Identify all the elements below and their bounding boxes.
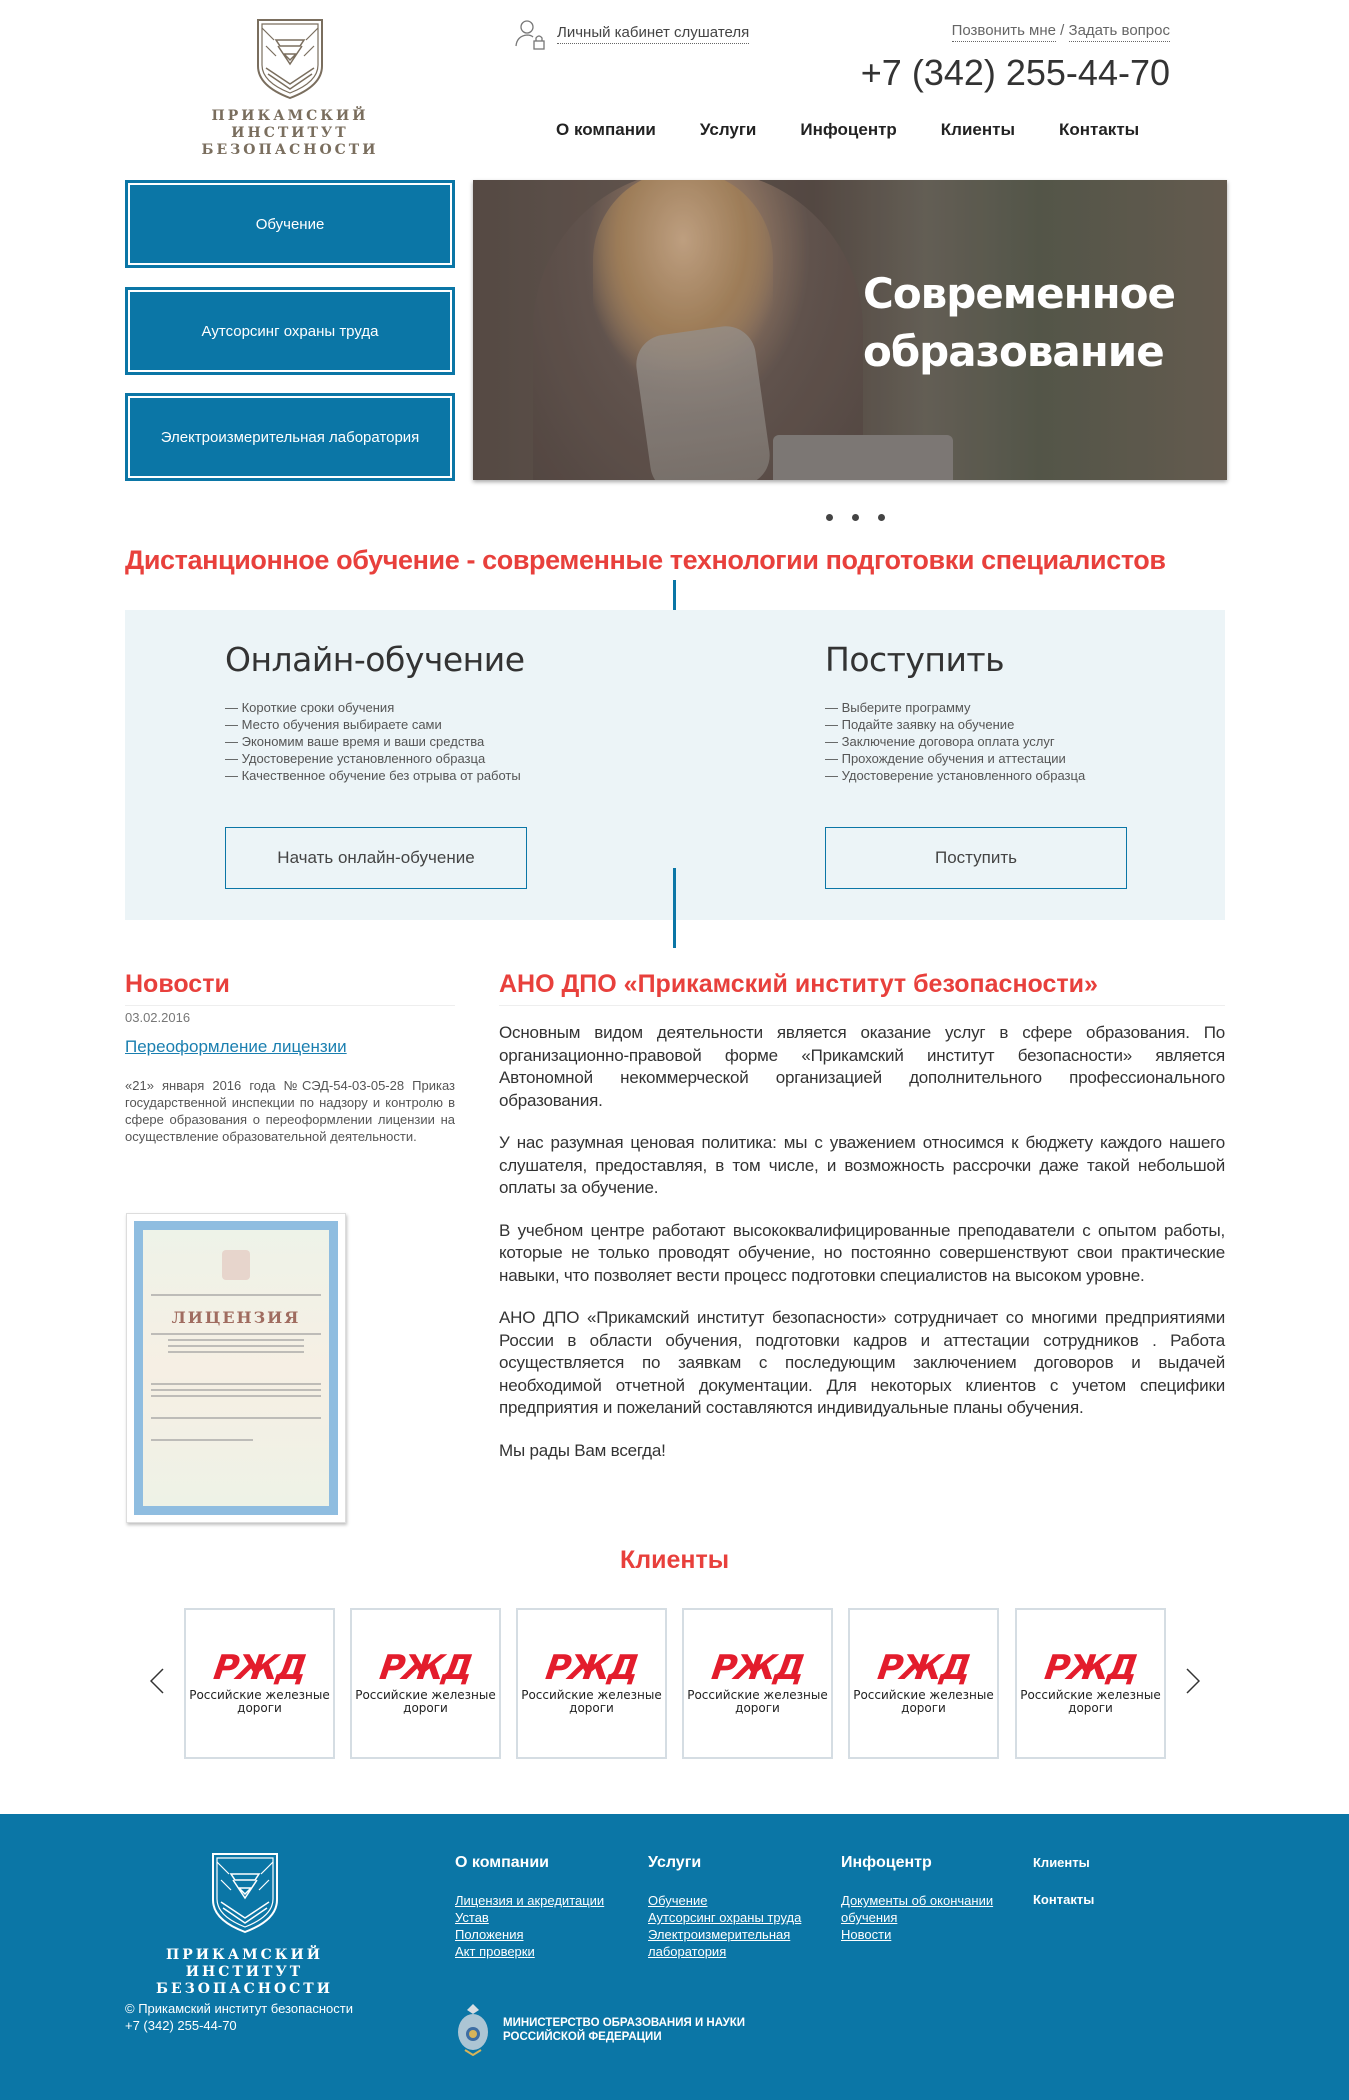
about-section <box>499 970 1225 1462</box>
client-name: Российские железные дороги <box>521 1687 662 1715</box>
list-item: — Выберите программу <box>825 700 971 715</box>
side-button-label: Аутсорсинг охраны труда <box>128 290 452 372</box>
news-item-link[interactable]: Переоформление лицензии <box>125 1037 347 1056</box>
list-item: — Подайте заявку на обучение <box>825 717 1015 732</box>
text-line <box>151 1333 321 1335</box>
footer-link-outsourcing[interactable]: Аутсорсинг охраны труда <box>648 1910 802 1925</box>
about-title: АНО ДПО «Прикамский институт безопасности» <box>499 970 1098 998</box>
distance-learning-title: Дистанционное обучение - современные технологии подготовки специалистов <box>125 545 1166 575</box>
license-title: ЛИЦЕНЗИЯ <box>171 1308 301 1327</box>
client-logo[interactable] <box>350 1608 501 1759</box>
site-logo[interactable] <box>165 18 415 159</box>
license-image[interactable] <box>126 1213 346 1523</box>
footer-column-title[interactable]: Услуги <box>648 1854 702 1871</box>
list-item: — Заключение договора оплата услуг <box>825 734 1055 749</box>
slider-dot-3[interactable] <box>878 514 885 521</box>
enroll-button[interactable]: Поступить <box>825 827 1127 889</box>
footer-link-lab[interactable]: Электроизмерительная лаборатория <box>648 1927 791 1959</box>
ministry-emblem-icon <box>455 2004 491 2056</box>
start-online-button[interactable]: Начать онлайн-обучение <box>225 827 527 889</box>
chevron-left-icon <box>150 1668 164 1694</box>
header-phone[interactable]: +7 (342) 255-44-70 <box>860 52 1170 93</box>
ministry-line-2: РОССИЙСКОЙ ФЕДЕРАЦИИ <box>503 2031 662 2043</box>
about-paragraph: АНО ДПО «Прикамский институт безопасности» сотрудничает со многими предприятиями России в области обучения, подготовки кадров и аттестации сотрудников . Работа осуществляется по заявкам с последующим заключением договоров и выдачей необходимой отчетной документации. Для некоторых клиентов с учетом специфики предприятия и пожеланий составляются индивидуальные планы обучения. <box>499 1308 1225 1417</box>
text-line <box>168 1345 304 1347</box>
footer-link-inspection[interactable]: Акт проверки <box>455 1944 535 1959</box>
list-item: — Экономим ваше время и ваши средства <box>225 734 485 749</box>
online-learning-column <box>225 640 625 784</box>
nav-services[interactable]: Услуги <box>699 120 757 139</box>
footer-logo-line-2: БЕЗОПАСНОСТИ <box>156 1981 333 1997</box>
main-nav <box>556 120 1139 140</box>
client-name: Российские железные дороги <box>853 1687 994 1715</box>
footer-link-license[interactable]: Лицензия и акредитации <box>455 1893 605 1908</box>
license-document <box>134 1221 338 1515</box>
list-item: — Место обучения выбираете сами <box>225 717 442 732</box>
slider-dot-1[interactable] <box>826 514 833 521</box>
text-line <box>151 1389 321 1391</box>
divider <box>499 1005 1225 1006</box>
slide-title <box>863 265 1175 381</box>
logo-line-1: ПРИКАМСКИЙ ИНСТИТУТ <box>211 108 369 141</box>
callback-links <box>952 22 1170 39</box>
text-line <box>151 1395 321 1397</box>
footer-link-contacts[interactable]: Контакты <box>1033 1892 1095 1907</box>
user-lock-icon <box>515 18 547 50</box>
clients-next-arrow[interactable] <box>1186 1668 1200 1702</box>
client-logo[interactable] <box>682 1608 833 1759</box>
text-line <box>151 1417 321 1419</box>
slider-dots <box>826 514 885 521</box>
footer-column-title[interactable]: Инфоцентр <box>841 1854 932 1871</box>
client-name: Российские железные дороги <box>355 1687 496 1715</box>
about-paragraph: У нас разумная ценовая политика: мы с уважением относимся к бюджету каждого нашего слушателя, предоставляя, в том числе, и возможность рассрочки даже такой небольшой оплаты за обучение. <box>499 1133 1225 1197</box>
news-title: Новости <box>125 970 230 998</box>
footer-column-about <box>455 1854 604 1960</box>
list-item: — Удостоверение установленного образца <box>225 751 486 766</box>
enroll-list <box>825 699 1225 784</box>
side-button-lab[interactable] <box>125 393 455 481</box>
footer-link-charter[interactable]: Устав <box>455 1910 489 1925</box>
copyright-text: © Прикамский институт безопасности <box>125 2001 353 2016</box>
rzd-logo-icon: РЖД <box>709 1647 806 1688</box>
client-logo[interactable] <box>848 1608 999 1759</box>
client-name: Российские железные дороги <box>687 1687 828 1715</box>
side-button-outsourcing[interactable] <box>125 287 455 375</box>
news-section <box>125 970 455 1145</box>
footer-copyright <box>125 2000 353 2034</box>
footer-logo-line-1: ПРИКАМСКИЙ ИНСТИТУТ <box>166 1947 323 1980</box>
client-logo[interactable] <box>184 1608 335 1759</box>
footer-column-misc <box>1033 1854 1094 1908</box>
list-item: — Качественное обучение без отрыва от работы <box>225 768 521 783</box>
text-line <box>151 1294 321 1296</box>
clients-prev-arrow[interactable] <box>150 1668 164 1702</box>
ask-question-link[interactable]: Задать вопрос <box>1069 22 1170 42</box>
about-paragraph: Мы рады Вам всегда! <box>499 1440 666 1460</box>
client-logo[interactable] <box>516 1608 667 1759</box>
client-logo[interactable] <box>1015 1608 1166 1759</box>
ministry-line-1: МИНИСТЕРСТВО ОБРАЗОВАНИЯ И НАУКИ <box>503 2017 746 2029</box>
footer-column-title[interactable]: О компании <box>455 1854 549 1871</box>
nav-infocenter[interactable]: Инфоцентр <box>800 120 897 139</box>
ministry-badge[interactable] <box>455 2004 745 2056</box>
text-line <box>151 1439 253 1441</box>
text-line <box>168 1339 304 1341</box>
footer-link-news[interactable]: Новости <box>841 1927 892 1942</box>
side-button-label: Электроизмерительная лаборатория <box>128 396 452 478</box>
side-button-training[interactable] <box>125 180 455 268</box>
rzd-logo-icon: РЖД <box>377 1647 474 1688</box>
footer-link-documents[interactable]: Документы об окончании обучения <box>841 1893 994 1925</box>
nav-contacts[interactable]: Контакты <box>1059 120 1140 139</box>
client-name: Российские железные дороги <box>189 1687 330 1715</box>
about-paragraph: В учебном центре работают высококвалифицированные преподаватели с опытом работы, которые не только проводят обучение, но постоянно совершенствуют свои практические навыки, что позволяет вести процесс подготовки специалистов на высоком уровне. <box>499 1220 1225 1285</box>
footer-link-clients[interactable]: Клиенты <box>1033 1855 1090 1870</box>
slide-title-line-1: Современное <box>863 269 1175 318</box>
connector-line-bottom <box>673 868 676 948</box>
hero-slider[interactable] <box>473 180 1227 480</box>
cabinet-link[interactable]: Личный кабинет слушателя <box>557 24 749 44</box>
nav-about[interactable]: О компании <box>556 120 656 139</box>
footer-column-services <box>648 1854 818 1960</box>
list-item: — Короткие сроки обучения <box>225 700 395 715</box>
emblem-icon <box>222 1250 250 1280</box>
logo-line-2: БЕЗОПАСНОСТИ <box>201 142 379 158</box>
news-excerpt: «21» января 2016 года №СЭД-54-03-05-28 Приказ государственной инспекции по надзору и контролю в сфере образования о переоформлении лицензии на осуществление образовательной деятельности. <box>125 1078 455 1144</box>
text-line <box>168 1351 304 1353</box>
shield-bear-logo-icon <box>256 18 324 100</box>
callback-separator: / <box>1056 22 1069 39</box>
shield-bear-logo-icon <box>211 1852 279 1934</box>
rzd-logo-icon: РЖД <box>543 1647 640 1688</box>
clients-title: Клиенты <box>619 1546 730 1574</box>
footer-link-regulations[interactable]: Положения <box>455 1927 524 1942</box>
nav-clients[interactable]: Клиенты <box>940 120 1015 139</box>
online-learning-list <box>225 699 625 784</box>
enroll-title: Поступить <box>825 640 1005 679</box>
student-cabinet[interactable] <box>515 18 749 50</box>
side-button-label: Обучение <box>128 183 452 265</box>
rzd-logo-icon: РЖД <box>211 1647 308 1688</box>
divider <box>125 1005 455 1006</box>
footer-column-infocenter <box>841 1854 1016 1943</box>
enroll-column <box>825 640 1225 784</box>
client-name: Российские железные дороги <box>1020 1687 1161 1715</box>
list-item: — Удостоверение установленного образца <box>825 768 1086 783</box>
rzd-logo-icon: РЖД <box>1042 1647 1139 1688</box>
footer-logo[interactable] <box>122 1852 367 1998</box>
online-learning-title: Онлайн-обучение <box>225 640 525 679</box>
text-line <box>151 1383 321 1385</box>
footer-phone[interactable]: +7 (342) 255-44-70 <box>125 2018 237 2033</box>
slide-title-line-2: образование <box>863 327 1164 376</box>
rzd-logo-icon: РЖД <box>875 1647 972 1688</box>
slider-dot-2[interactable] <box>852 514 859 521</box>
chevron-right-icon <box>1186 1668 1200 1694</box>
news-date: 03.02.2016 <box>125 1010 191 1025</box>
call-me-link[interactable]: Позвонить мне <box>952 22 1056 42</box>
footer-link-training[interactable]: Обучение <box>648 1893 708 1908</box>
about-paragraph: Основным видом деятельности является оказание услуг в сфере образования. По организационно-правовой форме «Прикамский институт безопасности» является Автономной некоммерческой организацией дополнительного профессионального образования. <box>499 1023 1225 1110</box>
site-footer <box>0 1814 1349 2100</box>
list-item: — Прохождение обучения и аттестации <box>825 751 1066 766</box>
